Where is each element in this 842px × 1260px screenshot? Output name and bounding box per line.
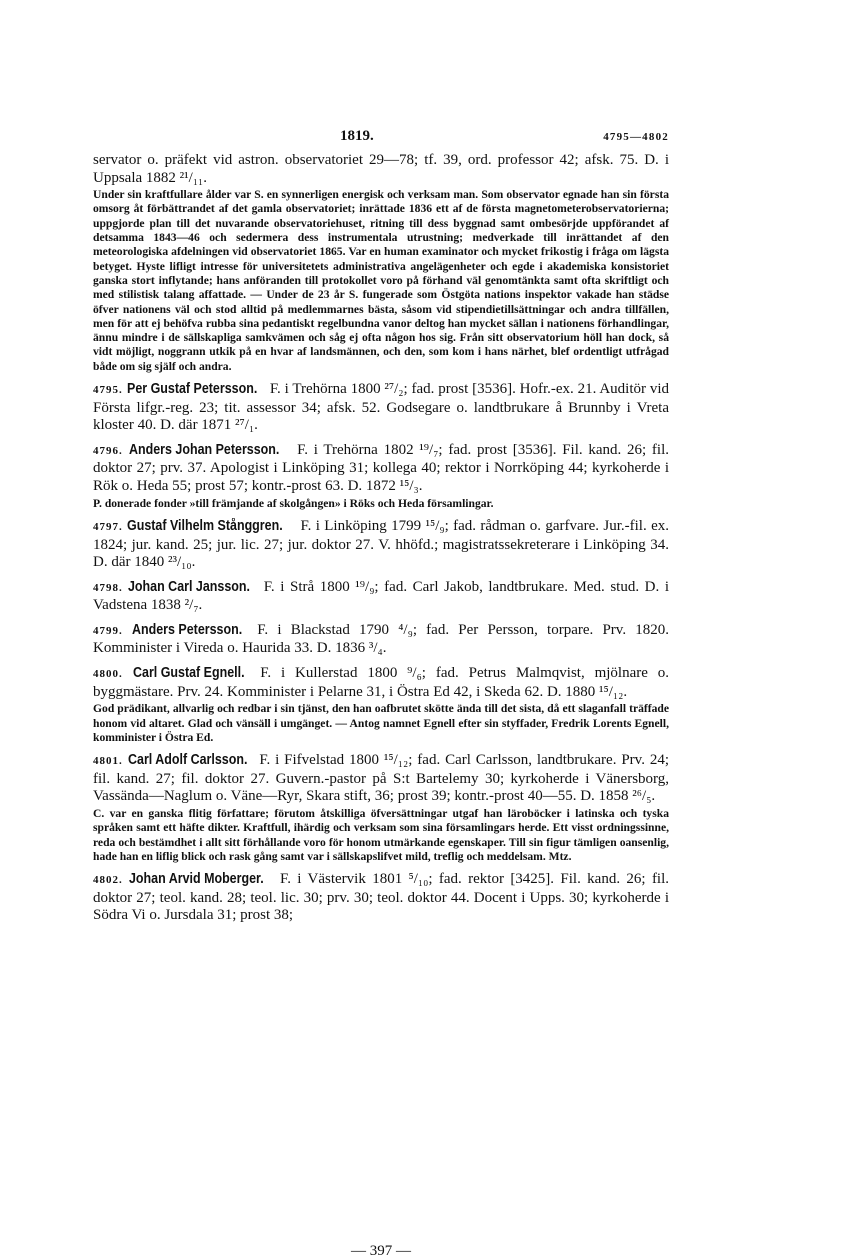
entry-note: C. var en ganska flitig författare; förutom åtskilliga öfversättningar utgaf han läroböcker i latinska och tyska språken samt ett häfte dikter. Kraftfull, ihärdig och verksam som sina församlingars herde. Ett visst ordningssinne, reda och bestämdhet i allt sitt förhållande voro för honom utmärkande egenskaper. Till sin figur tämligen oansenlig, hade han en liflig blick och rask gång samt var i sällskapslifvet mild, treflig och meddelsam. Mtz. bbox=[93, 806, 669, 863]
entry-4796 bbox=[93, 442, 669, 496]
entry-number: 4797. bbox=[93, 520, 123, 533]
entry-text: F. i Fifvelstad 1800 ¹⁵/₁₂; fad. Carl Carlsson, landtbrukare. Prv. 24; fil. kand. 27; fil. doktor 27. Guvern.-pastor på S:t Bartelemy 30; kyrkoherde i Vänersborg, Vassända—Naglum o. Väne—Ryr, Skara stift, 36; prost 39; kontr.-prost 40—55. D. 1858 ²⁶/₅. bbox=[93, 752, 669, 805]
page-year: 1819. bbox=[340, 128, 374, 144]
entry-name: Per Gustaf Petersson. bbox=[126, 381, 257, 398]
entry-4795 bbox=[93, 381, 669, 435]
entry-number: 4795. bbox=[93, 384, 123, 397]
entry-text: F. i Linköping 1799 ¹⁵/₉; fad. rådman o. garfvare. Jur.-fil. ex. 1824; jur. kand. 25; jur. lic. 27; jur. doktor 27. V. hhöfd.; magistratssekreterare i Linköping 34. D. där 1840 ²³/₁₀. bbox=[93, 517, 669, 571]
entry-4800 bbox=[93, 665, 669, 701]
entry-number: 4802. bbox=[93, 874, 123, 887]
entry-number: 4800. bbox=[93, 668, 123, 681]
entry-number: 4798. bbox=[93, 581, 123, 594]
entry-4799 bbox=[93, 622, 669, 658]
entry-note: P. donerade fonder »till främjande af skolgången» i Röks och Heda församlingar. bbox=[93, 496, 494, 510]
entry-number: 4796. bbox=[93, 444, 123, 457]
entry-number: 4799. bbox=[93, 624, 123, 637]
running-header bbox=[93, 128, 669, 152]
entry-text: F. i Västervik 1801 ⁵/₁₀; fad. rektor [3425]. Fil. kand. 26; fil. doktor 27; teol. kand. 28; teol. lic. 30; prv. 30; teol. doktor 44. Docent i Upps. 30; kyrkoherde i Södra Vi o. Jursdala 31; prost 38; bbox=[93, 871, 670, 924]
entry-4798 bbox=[93, 579, 669, 615]
intro-paragraph: servator o. präfekt vid astron. observatoriet 29—78; tf. 39, ord. professor 42; afsk. 75. D. i Uppsala 1882 ²¹/₁₁. bbox=[93, 152, 669, 186]
entry-4802 bbox=[93, 871, 669, 925]
entry-name: Johan Carl Jansson. bbox=[128, 578, 251, 595]
entry-name: Anders Petersson. bbox=[131, 621, 243, 638]
entry-text: F. i Trehörna 1800 ²⁷/₂; fad. prost [3536]. Hofr.-ex. 21. Auditör vid Första lifgr.-reg. 23; tit. assessor 34; afsk. 52. Godsegare o. landtbrukare å Brunnby i Vreta kloster 40. D. där 1871 ²⁷/₁. bbox=[93, 381, 669, 434]
entry-4797 bbox=[93, 518, 669, 572]
entry-text: F. i Kullerstad 1800 ⁹/₆; fad. Petrus Malmqvist, mjölnare o. byggmästare. Prv. 24. Komminister i Pelarne 31, i Östra Ed 42, i Skeda 62. D. 1880 ¹⁵/₁₂. bbox=[93, 665, 669, 700]
entry-4801 bbox=[93, 752, 669, 806]
entry-note: God prädikant, allvarlig och redbar i sin tjänst, den han oafbrutet skötte ända till det sista, då ett slaganfall träffade honom vid altaret. Glad och vänsäll i umgänget. — Antog namnet Egnell efter sin styffader, Fredrik Lorents Egnell, komminister i Östra Ed. bbox=[93, 702, 669, 744]
entry-name: Carl Gustaf Egnell. bbox=[132, 665, 245, 682]
entry-number: 4801. bbox=[93, 755, 123, 768]
entry-text: F. i Strå 1800 ¹⁹/₉; fad. Carl Jakob, landtbrukare. Med. stud. D. i Vadstena 1838 ²/₇. bbox=[93, 578, 670, 614]
document-page bbox=[93, 128, 670, 1259]
page-number: — 397 — bbox=[351, 1243, 411, 1259]
entry-name: Johan Arvid Moberger. bbox=[129, 871, 264, 888]
entry-range: 4795—4802 bbox=[603, 131, 669, 143]
intro-note: Under sin kraftfullare ålder var S. en synnerligen energisk och verksam man. Som observator egnade han sin första omsorg åt förbättrandet af det gamla observatoriet; inrättade 1836 ett af de första magnetometerobservatorierna; uppgjorde plan till det nuvarande observatoriehuset, ritning till dess byggnad samt ombesörjde uppförandet af detsamma 1843—46 och sedermera dess instrumentala utrustning; medverkade till inrättandet af den meteorologiska afdelningen vid observatoriet 1865. Var en human examinator och mycket frikostig i fråga om lägsta betyget. Hyste lifligt intresse för universitetets administrativa angelägenheter och egde i akademiska konsistoriet ganska stort inflytande; hans anföranden till protokollet voro på förhand väl genomtänkta samt ofta skriftligt och med stilistisk talang affattade. — Under de 23 år S. fungerade som Östgöta nations inspektor vakade han städse öfver nationens väl och stod alltid på medlemmarnes bästa, såsom vid stipendietillsättningar och andra tillfällen, men för att ej behöfva rubba sina pedantiskt regelbundna vanor deltog han mycket sällan i nationens förhandlingar, ännu mindre i de sällskapliga samkvämen och såg ej ofta någon hos sig. Från sitt observatorium höll han dock, så vidt möjligt, noggrann utkik på en hvar af landsmännen, och den, som kom i hans närhet, blef ordentligt utfrågad både om sig själf och andra. bbox=[93, 188, 669, 373]
entry-text: F. i Trehörna 1802 ¹⁹/₇; fad. prost [3536]. Fil. kand. 26; fil. doktor 27; prv. 37. Apologist i Linköping 31; kollega 40; rektor i Norrköping 44; kyrkoherde i Rök o. Heda 55; prost 57; kontr.-prost 63. D. 1872 ¹⁵/₃. bbox=[93, 441, 670, 495]
entry-text: F. i Blackstad 1790 ⁴/₉; fad. Per Persson, torpare. Prv. 1820. Komminister i Vireda o. Haurida 33. D. 1836 ³/₄. bbox=[93, 621, 669, 657]
entry-name: Anders Johan Petersson. bbox=[128, 441, 279, 458]
entry-name: Carl Adolf Carlsson. bbox=[127, 752, 248, 769]
entry-name: Gustaf Vilhelm Stånggren. bbox=[127, 517, 283, 534]
